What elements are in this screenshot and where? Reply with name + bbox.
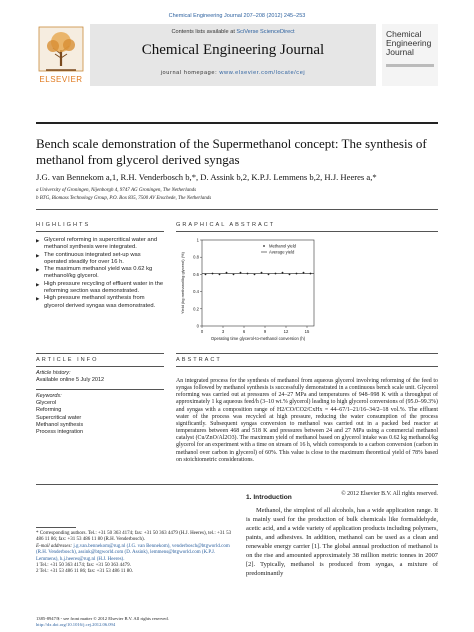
contents-line bbox=[90, 29, 376, 35]
article-title: Bench scale demonstration of the Supermethanol concept: The synthesis of methanol from glycerol derived syngas bbox=[36, 136, 427, 167]
x-tick-label: 15 bbox=[304, 329, 310, 334]
homepage-link[interactable]: www.elsevier.com/locate/cej bbox=[219, 70, 306, 76]
introduction-text: Methanol, the simplest of all alcohols, has a wide application range. It is mainly used for the production of bulk chemicals like formaldehyde, acetic acid, and a wide variety of application products including polymers, paints, and adhesives. In addition, methanol can be used as a clean and renewable energy carrier [1]. The global annual production of methanol is on the rise and amounted approximately 38 million metric tonnes in 2007 [2]. Typically, methanol is produced from syngas, a mixture of predominantly bbox=[246, 507, 438, 577]
y-tick-label: 0.2 bbox=[193, 306, 199, 312]
affiliation-rule bbox=[36, 209, 438, 210]
highlight-item: ▶ Glycerol reforming in supercritical water and methanol synthesis were integrated. bbox=[36, 237, 164, 252]
y-tick-label: 0.6 bbox=[193, 271, 199, 277]
x-tick-label: 9 bbox=[263, 329, 267, 334]
email-addresses bbox=[36, 544, 232, 563]
y-tick-label: 0.4 bbox=[193, 289, 199, 295]
doi-link[interactable]: http://dx.doi.org/10.1016/j.cej.2012.06.094 bbox=[36, 621, 116, 627]
abstract-top-rule bbox=[176, 353, 438, 354]
issn-line: 1385-8947/$ - see front matter © 2012 Elsevier B.V. All rights reserved. bbox=[36, 616, 169, 621]
highlights-list bbox=[36, 237, 164, 310]
keywords-list bbox=[36, 400, 164, 436]
article-info-rule bbox=[36, 366, 164, 367]
contents-prefix: Contents lists available at bbox=[171, 29, 237, 35]
journal-title[interactable]: Chemical Engineering Journal bbox=[141, 42, 325, 58]
abstract-rule bbox=[176, 366, 438, 367]
history-label: Article history: bbox=[36, 370, 71, 376]
keywords-rule bbox=[36, 389, 164, 390]
keyword-item: Process integration bbox=[36, 429, 84, 436]
affiliation-b: b BTG, Biomass Technology Group, P.O. Box 835, 7500 AV Enschede, The Netherlands bbox=[36, 196, 212, 201]
x-tick-label: 3 bbox=[221, 329, 225, 334]
publisher-name: ELSEVIER bbox=[39, 75, 83, 84]
corresponding-authors-note: * Corresponding authors. Tel.: +31 50 363 4174; fax: +31 50 363 4479 (H.J. Heeres), tel.: +31 53 486 11 86; fax: +31 53 486 11 80 (R.H. Venderbosch). bbox=[36, 531, 232, 543]
keywords-label: Keywords: bbox=[36, 393, 62, 399]
footnote-2: 2 Tel.: +31 53 486 11 86; fax: +31 53 486 11 80. bbox=[36, 569, 134, 575]
highlight-item: ▶ High pressure recycling of effluent water in the reforming section was demonstrated. bbox=[36, 281, 164, 296]
footer-identifiers bbox=[36, 616, 232, 628]
yield-chart bbox=[176, 234, 326, 344]
highlight-item: ▶ The continuous integrated set-up was operated steadily for over 16 h. bbox=[36, 252, 164, 267]
journal-header bbox=[36, 24, 438, 90]
y-tick-label: 1 bbox=[196, 237, 199, 243]
graphical-abstract-heading: GRAPHICAL ABSTRACT bbox=[176, 222, 276, 228]
footnotes bbox=[36, 531, 232, 576]
y-tick-label: 0 bbox=[196, 323, 199, 329]
affiliation-a: a University of Groningen, Nijenborgh 4, 9747 AG Groningen, The Netherlands bbox=[36, 188, 197, 193]
graphical-abstract-rule bbox=[176, 231, 438, 232]
available-online: Available online 5 July 2012 bbox=[36, 377, 105, 384]
y-tick-label: 0.8 bbox=[193, 254, 199, 260]
journal-citation[interactable]: Chemical Engineering Journal 207–208 (2012) 245–253 bbox=[168, 13, 306, 19]
keyword-item: Reforming bbox=[36, 407, 62, 414]
legend-marker-point bbox=[263, 245, 265, 247]
article-info-top-rule bbox=[36, 353, 164, 354]
highlights-rule bbox=[36, 231, 164, 232]
x-tick-label: 0 bbox=[200, 329, 204, 334]
x-axis-label: Operating time glycerol-to-methanol conversion (h) bbox=[210, 336, 306, 341]
emails-label: E-mail addresses: bbox=[36, 543, 74, 549]
header-rule bbox=[36, 122, 438, 124]
abstract-heading: ABSTRACT bbox=[176, 357, 222, 363]
footnote-rule bbox=[36, 527, 76, 528]
abstract-bottom-rule bbox=[36, 484, 438, 485]
highlight-item: ▶ High pressure methanol synthesis from glycerol derived syngas was demonstrated. bbox=[36, 295, 164, 310]
introduction-heading: 1. Introduction bbox=[246, 494, 292, 501]
keyword-item: Supercritical water bbox=[36, 414, 82, 421]
email-links[interactable]: j.g.van.bennekom@rug.nl (J.G. van Bennekom), venderbosch@btgworld.com (R.H. Venderbosch), assink@btgworld.com (D. Assink), lemmens@btgworld.com (K.P.J. Lemmens), h.j.heeres@rug.nl (H.J. Heeres). bbox=[36, 543, 230, 562]
homepage-prefix: journal homepage: bbox=[160, 70, 220, 76]
x-tick-label: 12 bbox=[283, 329, 289, 334]
abstract-text: An integrated process for the synthesis of methanol from aqueous glycerol involving reforming of the feed to syngas followed by methanol synthesis is successfully demonstrated in a continuous bench scale unit. Glycerol reforming was carried out at pressures of 24–27 MPa and temperatures of 948–998 K with a throughput of approximately 1 kg aqueous feed/h (3–10 wt.% glycerol) leading to high glycerol conversions of (95.0–99.3%) and syngas with a composition range of H2/CO/CO2/CxHx = 44–67/1–21/16–34/2–18 vol.%. The effluent water of the process was recycled at high pressure, reducing the water consumption of the process significantly. Subsequent syngas conversion to methanol was carried out in a packed bed reactor at temperatures between 468 and 518 K and pressures between 24 and 27 MPa using a commercial methanol catalyst (Cu/ZnO/Al2O3). The maximum yield of methanol based on glycerol intake was 0.62 kg methanol/kg glycerol for an experiment with a time on stream of 16 h, which corresponds to a carbon conversion (carbon in methanol over carbon in glycerol) of 60%. This value is close to the maximum theoretical yield of 78% based on stoichiometric considerations. bbox=[176, 378, 438, 463]
footnote-1: 1 Tel.: +31 50 363 4174; fax: +31 50 363 4479. bbox=[36, 563, 131, 569]
sciencedirect-link[interactable]: SciVerse ScienceDirect bbox=[236, 29, 295, 35]
cover-stripe bbox=[386, 64, 434, 67]
keywords-block bbox=[36, 393, 164, 436]
article-history bbox=[36, 370, 164, 384]
cover-title: Chemical Engineering Journal bbox=[386, 29, 432, 57]
elsevier-logo[interactable] bbox=[36, 24, 86, 86]
plot-frame bbox=[202, 240, 314, 326]
keyword-item: Glycerol bbox=[36, 400, 57, 407]
journal-homepage bbox=[90, 70, 376, 76]
legend-label: Methanol yield bbox=[269, 243, 297, 249]
legend-label: Average yield bbox=[269, 249, 295, 255]
abstract-copyright: © 2012 Elsevier B.V. All rights reserved. bbox=[341, 491, 438, 497]
journal-banner bbox=[90, 24, 376, 86]
x-tick-label: 6 bbox=[242, 329, 246, 334]
journal-cover[interactable] bbox=[382, 24, 438, 86]
highlights-heading: HIGHLIGHTS bbox=[36, 222, 91, 228]
y-axis-label: Yield (kg methanol/kg glycerol) (%) bbox=[180, 252, 185, 314]
article-authors: J.G. van Bennekom a,1, R.H. Venderbosch b,*, D. Assink b,2, K.P.J. Lemmens b,2, H.J. Heeres a,* bbox=[36, 172, 377, 182]
article-info-heading: ARTICLE INFO bbox=[36, 357, 99, 363]
highlight-item: ▶ The maximum methanol yield was 0.62 kg methanol/kg glycerol. bbox=[36, 266, 164, 281]
keyword-item: Methanol synthesis bbox=[36, 421, 84, 428]
